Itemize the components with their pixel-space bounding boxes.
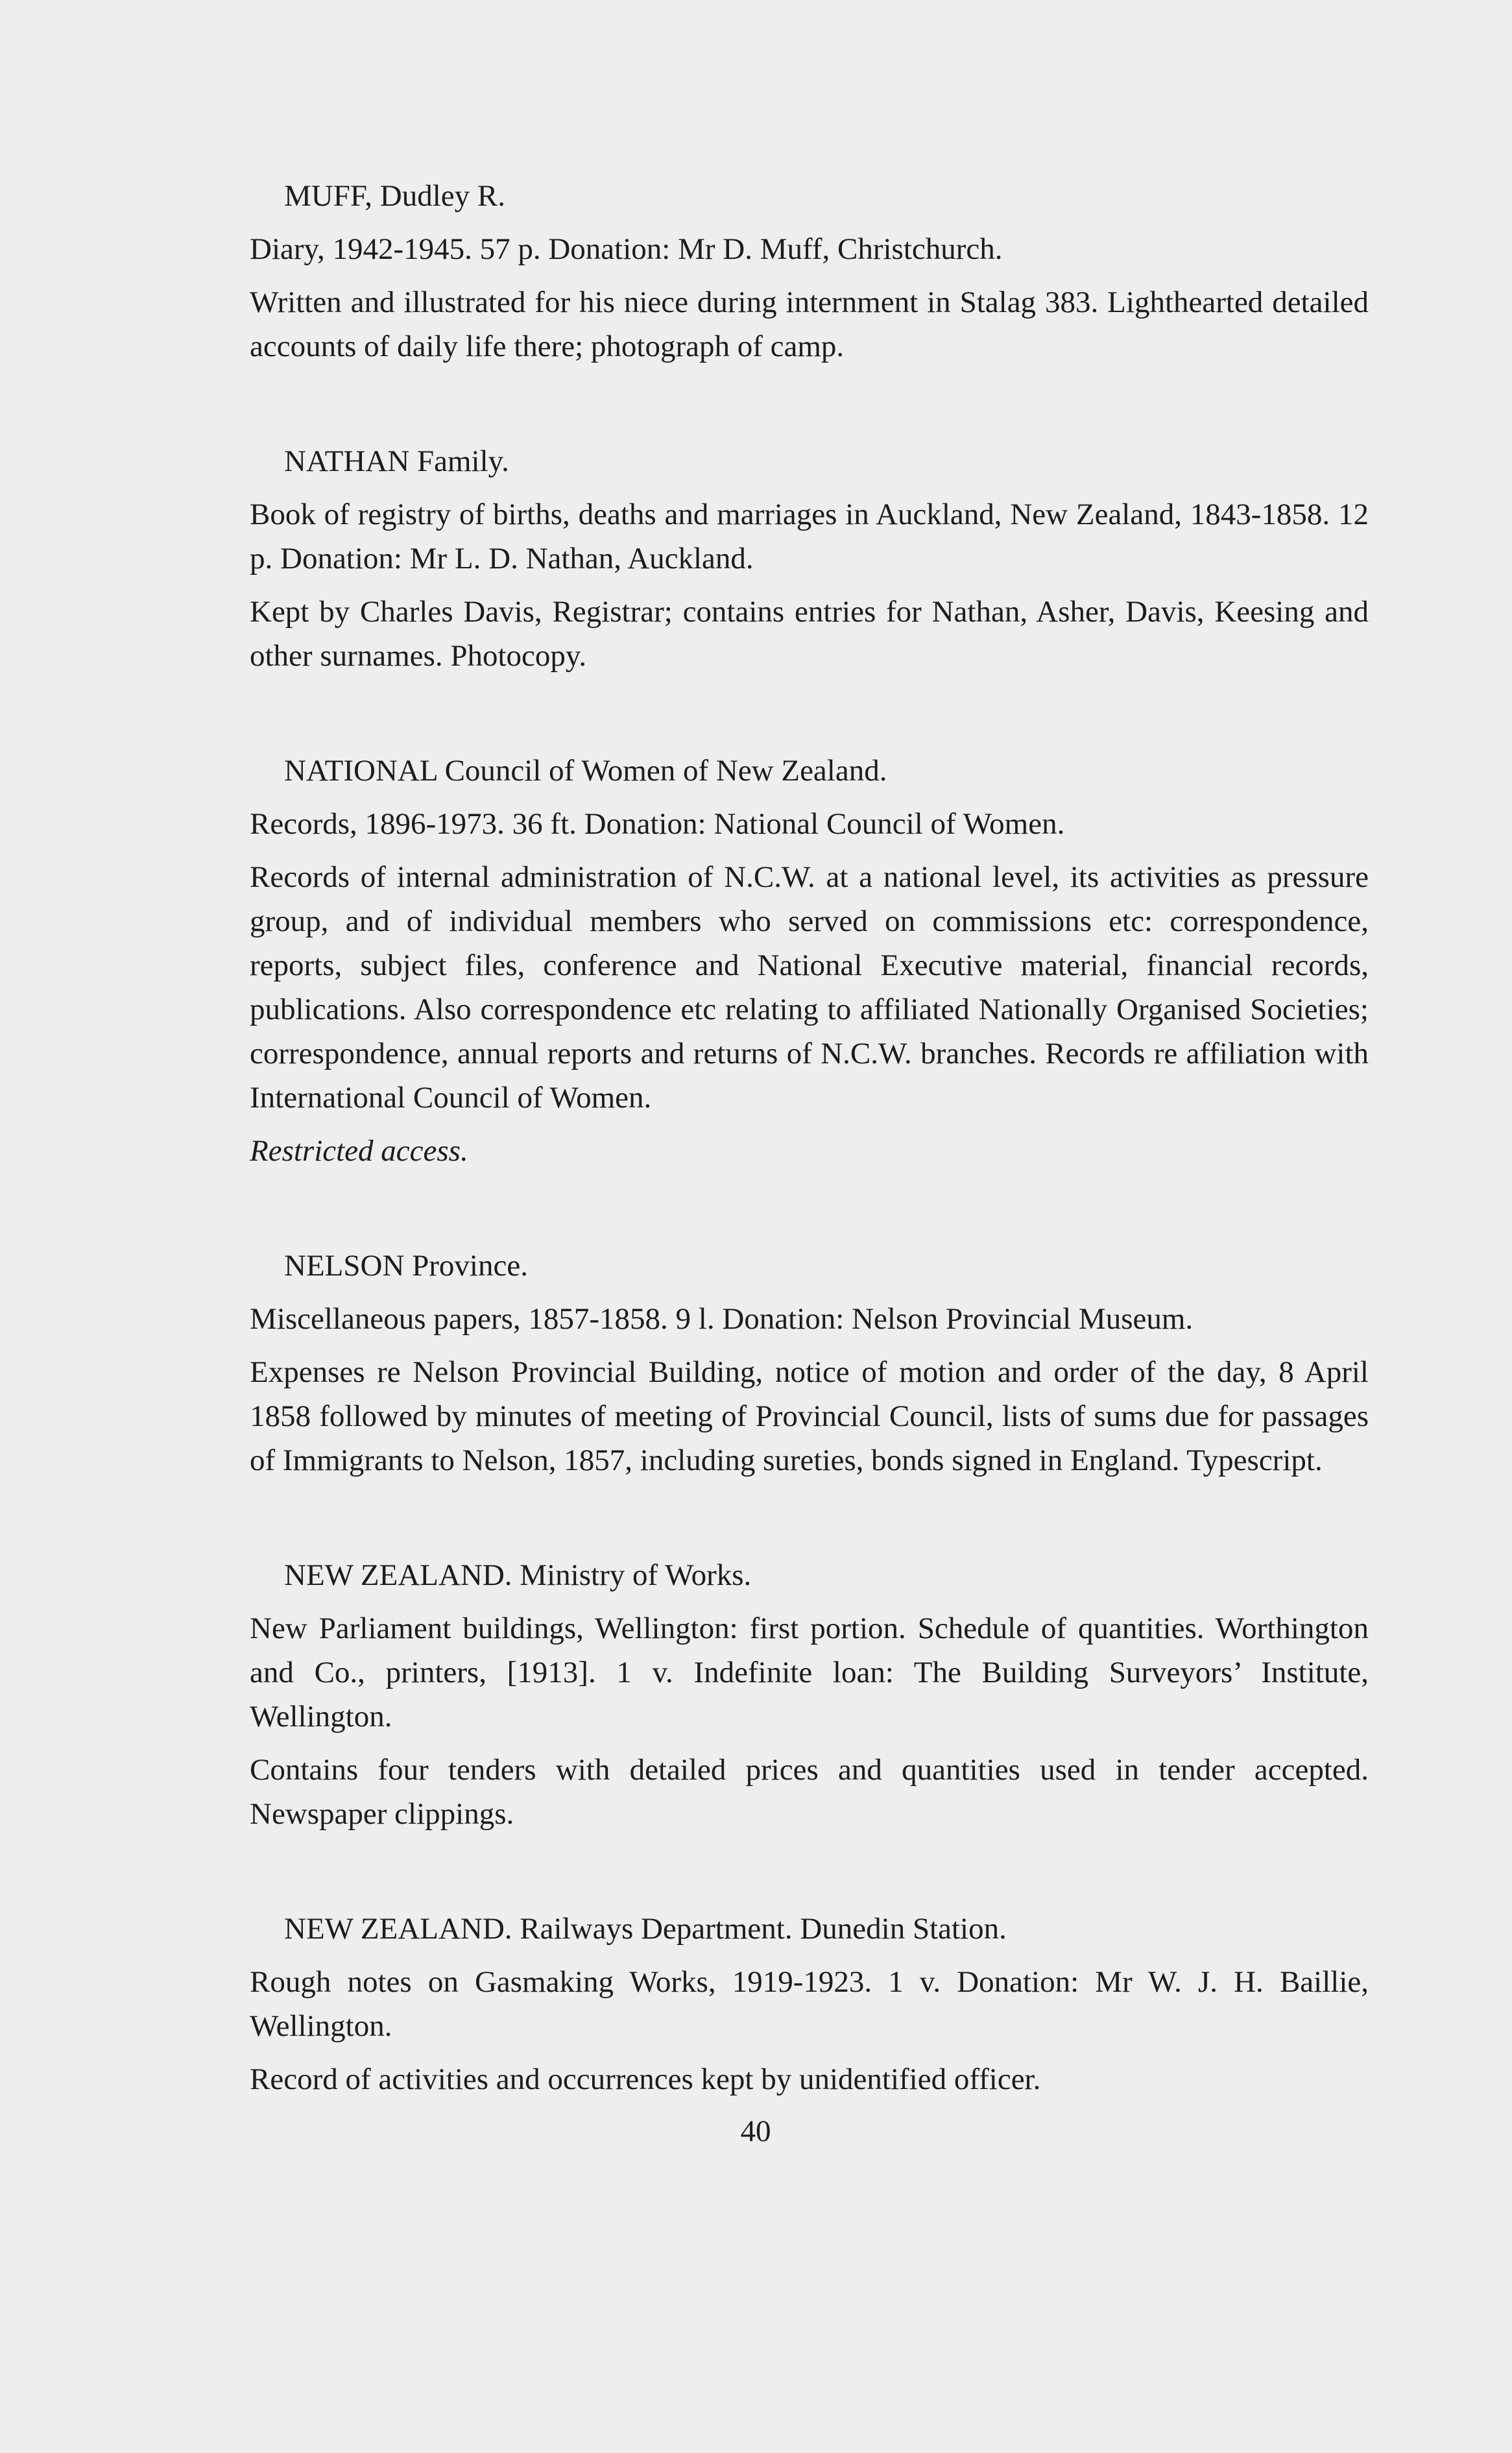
entry-heading: NELSON Province. [284, 1249, 528, 1283]
entry-heading: NEW ZEALAND. Ministry of Works. [284, 1558, 752, 1592]
catalogue-entry [250, 749, 1369, 1173]
restricted-access-note: Restricted access. [250, 1134, 468, 1168]
entry-heading: NATHAN Family. [284, 444, 509, 478]
entry-description: Contains four tenders with detailed prices and quantities used in tender accepted. Newspaper clippings. [250, 1753, 1369, 1831]
catalogue-entry [250, 1244, 1369, 1482]
entry-heading: MUFF, Dudley R. [284, 179, 505, 213]
entry-description: Record of activities and occurrences kept by unidentified officer. [250, 2062, 1041, 2096]
entry-description: Rough notes on Gasmaking Works, 1919-1923. 1 v. Donation: Mr W. J. H. Baillie, Wellington. [250, 1965, 1369, 2043]
catalogue-entries [250, 174, 1369, 2172]
entry-description: Records, 1896-1973. 36 ft. Donation: National Council of Women. [250, 807, 1065, 841]
entry-description: Expenses re Nelson Provincial Building, notice of motion and order of the day, 8 April 1858 followed by minutes of meeting of Provincial Council, lists of sums due for passages of Immigrants to Nelson, 1857, including sureties, bonds signed in England. Typescript. [250, 1355, 1369, 1477]
catalogue-entry [250, 1907, 1369, 2101]
entry-description: Kept by Charles Davis, Registrar; contains entries for Nathan, Asher, Davis, Keesing and other surnames. Photocopy. [250, 595, 1369, 673]
catalogue-entry [250, 1553, 1369, 1836]
entry-heading: NEW ZEALAND. Railways Department. Dunedin Station. [284, 1912, 1007, 1946]
catalogue-entry [250, 439, 1369, 678]
page-number: 40 [740, 2114, 771, 2148]
entry-description: New Parliament buildings, Wellington: first portion. Schedule of quantities. Worthington and Co., printers, [1913]. 1 v. Indefinite loan: The Building Surveyors’ Institute, Wellington. [250, 1612, 1369, 1734]
entry-description: Written and illustrated for his niece during internment in Stalag 383. Lighthearted detailed accounts of daily life there; photograph of camp. [250, 285, 1369, 363]
entry-description: Diary, 1942-1945. 57 p. Donation: Mr D. Muff, Christchurch. [250, 232, 1003, 266]
entry-description: Book of registry of births, deaths and marriages in Auckland, New Zealand, 1843-1858. 12 p. Donation: Mr L. D. Nathan, Auckland. [250, 498, 1369, 575]
entry-description: Records of internal administration of N.C.W. at a national level, its activities as pressure group, and of individual members who served on commissions etc: correspondence, reports, subject files, conference and National Executive material, financial records, publications. Also correspondence etc relating to affiliated Nationally Organised Societies; correspondence, annual reports and returns of N.C.W. branches. Records re affiliation with International Council of Women. [250, 860, 1369, 1115]
catalogue-entry [250, 174, 1369, 369]
entry-heading: NATIONAL Council of Women of New Zealand. [284, 754, 887, 788]
entry-description: Miscellaneous papers, 1857-1858. 9 l. Donation: Nelson Provincial Museum. [250, 1302, 1194, 1336]
